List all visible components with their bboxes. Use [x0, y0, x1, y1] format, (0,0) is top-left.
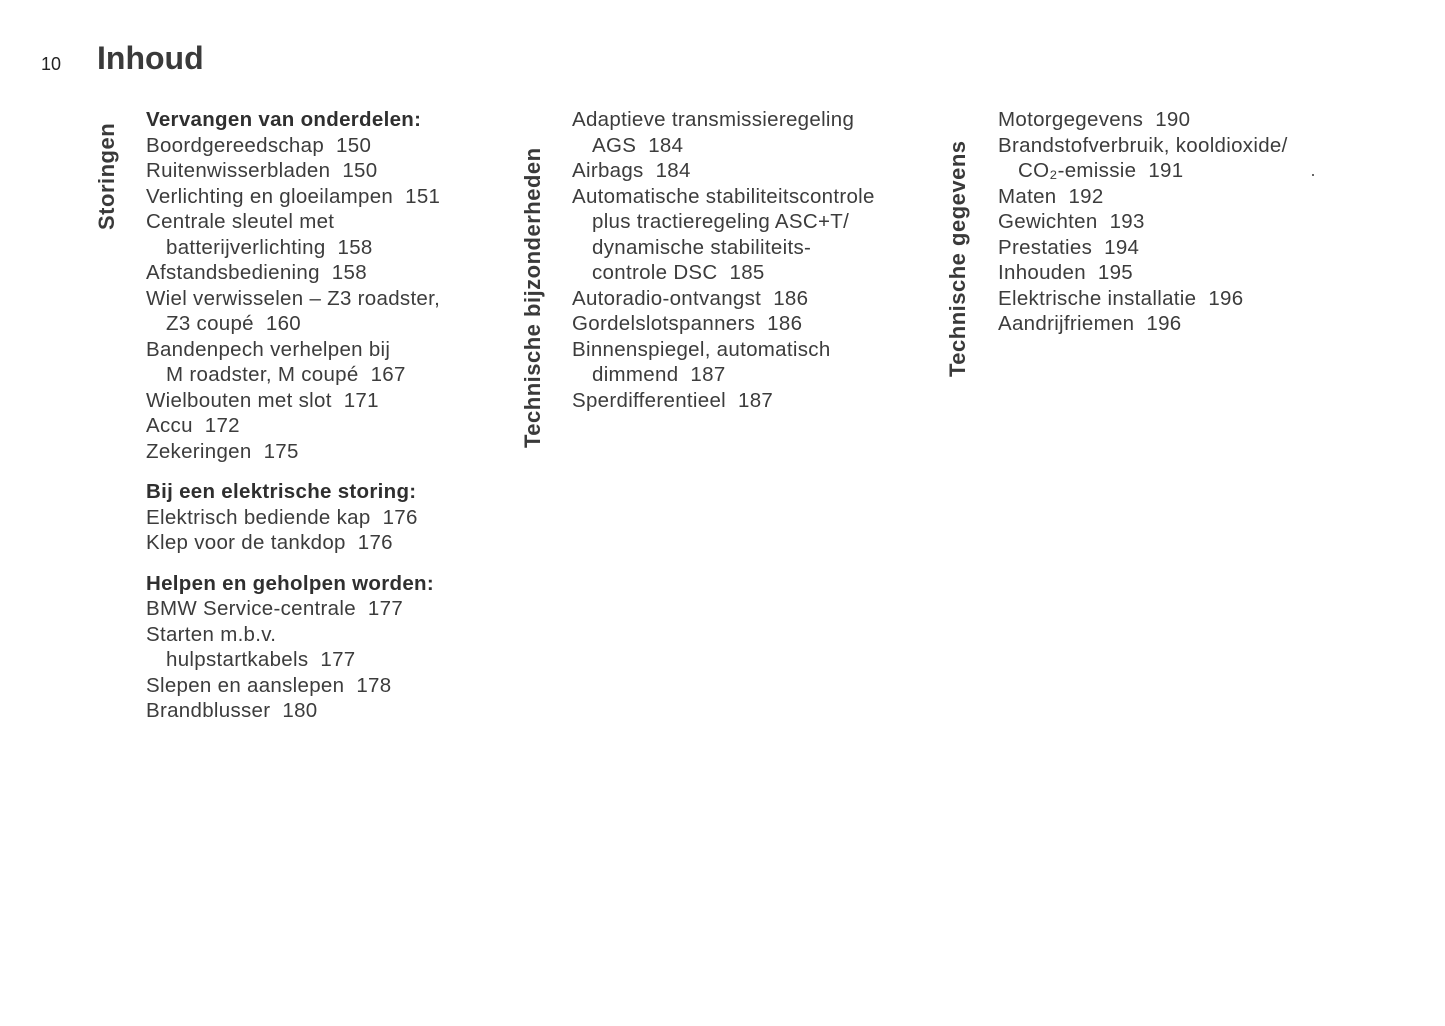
toc-entry[interactable]	[146, 133, 506, 159]
toc-entry-text: hulpstartkabels	[166, 648, 309, 671]
toc-entry-text: BMW Service-centrale	[146, 597, 356, 620]
toc-entry[interactable]	[146, 698, 506, 724]
toc-entry-text: Maten	[998, 184, 1057, 208]
toc-entry-page: 195	[1097, 261, 1134, 284]
toc-section	[146, 479, 506, 556]
toc-entry-text: AGS	[592, 133, 637, 157]
toc-section	[146, 571, 506, 724]
toc-entry-text: Accu	[146, 414, 193, 437]
toc-column-storingen	[146, 107, 506, 739]
toc-entry-page: 150	[336, 133, 372, 157]
toc-entry-text: Gordelslotspanners	[572, 312, 756, 335]
toc-entry-text: Wiel verwisselen – Z3 roadster,	[146, 286, 441, 310]
page-number: 10	[41, 54, 62, 74]
toc-entry-text: Brandblusser	[146, 699, 271, 722]
toc-entry[interactable]	[572, 235, 932, 261]
toc-section-heading: Helpen en geholpen worden:	[146, 571, 434, 595]
toc-entry[interactable]	[146, 235, 506, 261]
toc-entry-page: 176	[357, 531, 393, 554]
toc-entry[interactable]	[572, 362, 932, 388]
toc-entry-page: 150	[342, 159, 378, 182]
toc-entry[interactable]	[998, 260, 1398, 286]
toc-entry-page: 160	[265, 312, 301, 335]
toc-entry[interactable]	[146, 647, 506, 673]
toc-entry-text: Z3 coupé	[166, 312, 254, 335]
toc-entry-text: Afstandsbediening	[146, 261, 320, 284]
toc-entry-page: 187	[690, 363, 726, 386]
toc-entry-text: Slepen en aanslepen	[146, 673, 345, 697]
toc-entry[interactable]	[572, 337, 932, 363]
toc-entry-text: Centrale sleutel met	[146, 210, 335, 233]
toc-entry[interactable]	[998, 184, 1398, 210]
toc-entry[interactable]	[998, 311, 1398, 337]
toc-entry-text: controle DSC	[592, 261, 718, 284]
toc-entry[interactable]	[146, 505, 506, 531]
toc-entry-page: 158	[337, 235, 373, 259]
toc-entry-page: 151	[405, 184, 441, 208]
page-title: Inhoud	[97, 40, 204, 76]
toc-entry-text: dynamische stabiliteits-	[592, 235, 812, 259]
toc-entry-page: 176	[382, 505, 418, 529]
toc-entry-page: 196	[1146, 312, 1182, 335]
toc-entry[interactable]	[572, 286, 932, 312]
toc-entry-text: Ruitenwisserbladen	[146, 159, 331, 182]
toc-entry-page: 172	[204, 414, 240, 437]
toc-entry[interactable]	[572, 311, 932, 337]
toc-entry-page: 167	[370, 363, 406, 386]
toc-entry-page: 158	[331, 261, 367, 284]
toc-entry-text: Klep voor de tankdop	[146, 531, 346, 554]
toc-entry[interactable]	[572, 184, 932, 210]
toc-entry[interactable]	[146, 596, 506, 622]
toc-entry-page: 180	[282, 699, 318, 722]
toc-entry-text: Airbags	[572, 159, 644, 182]
toc-column-technische-bijzonderheden	[572, 107, 932, 428]
toc-entry[interactable]	[146, 209, 506, 235]
toc-entry-page: 175	[263, 439, 299, 463]
toc-entry-page: 171	[343, 388, 379, 412]
toc-entry-page: 184	[648, 133, 684, 157]
toc-entry-text: Aandrijfriemen	[998, 312, 1135, 335]
toc-entry[interactable]	[146, 530, 506, 556]
toc-entry-text: Motorgegevens	[998, 108, 1144, 131]
toc-entry-page: 185	[729, 261, 765, 284]
toc-entry-page: 187	[738, 388, 774, 412]
section-label-technische-bijzonderheden: Technische bijzonderheden	[520, 147, 545, 448]
toc-entry[interactable]	[146, 286, 506, 312]
toc-entry-text: CO₂-emissie	[1018, 159, 1137, 182]
toc-entry-text: Wielbouten met slot	[146, 388, 332, 412]
toc-entry[interactable]	[998, 107, 1398, 133]
toc-entry-page: 196	[1208, 286, 1244, 310]
toc-entry[interactable]	[572, 158, 932, 184]
toc-entry-page: 192	[1068, 184, 1104, 208]
toc-entry[interactable]	[146, 337, 506, 363]
toc-entry-text: Brandstofverbruik, kooldioxide/	[998, 133, 1288, 157]
toc-entry-page: 190	[1155, 108, 1191, 131]
toc-entry-text: Prestaties	[998, 235, 1093, 259]
toc-entry-text: Automatische stabiliteitscontrole	[572, 184, 875, 208]
toc-entry-text: Starten m.b.v.	[146, 622, 277, 646]
toc-entry-text: Adaptieve transmissieregeling	[572, 108, 855, 131]
toc-entry[interactable]	[146, 673, 506, 699]
toc-entry-page: 178	[356, 673, 392, 697]
toc-entry[interactable]	[146, 158, 506, 184]
toc-entry-page: 186	[773, 286, 809, 310]
toc-entry[interactable]	[998, 286, 1398, 312]
toc-entry-text: Bandenpech verhelpen bij	[146, 337, 391, 361]
toc-entry[interactable]	[146, 622, 506, 648]
toc-entry[interactable]	[998, 158, 1398, 184]
toc-entry[interactable]	[572, 260, 932, 286]
toc-entry[interactable]	[146, 260, 506, 286]
toc-entry-text: Zekeringen	[146, 439, 252, 463]
toc-entry-text: batterijverlichting	[166, 235, 326, 259]
toc-entry[interactable]	[572, 209, 932, 235]
toc-entry[interactable]	[572, 107, 932, 133]
toc-entry-page: 191	[1148, 159, 1184, 182]
toc-entry-text: Boordgereedschap	[146, 133, 325, 157]
speck-mark	[1312, 174, 1314, 176]
toc-entry-text: Elektrische installatie	[998, 286, 1197, 310]
toc-entry-page: 194	[1104, 235, 1140, 259]
toc-entry-text: Binnenspiegel, automatisch	[572, 337, 831, 361]
toc-entry-text: Verlichting en gloeilampen	[146, 184, 394, 208]
toc-entry[interactable]	[998, 133, 1398, 159]
toc-entry[interactable]	[146, 362, 506, 388]
toc-section	[572, 107, 932, 413]
toc-column-technische-gegevens	[998, 107, 1398, 352]
toc-entry[interactable]	[998, 209, 1398, 235]
toc-entry-page: 186	[767, 312, 803, 335]
toc-entry-text: Elektrisch bediende kap	[146, 505, 371, 529]
toc-section-heading: Vervangen van onderdelen:	[146, 108, 422, 131]
toc-entry[interactable]	[572, 388, 932, 414]
toc-entry[interactable]	[572, 133, 932, 159]
toc-section	[998, 107, 1398, 337]
toc-entry-page: 177	[367, 597, 404, 620]
toc-entry-text: Gewichten	[998, 210, 1098, 233]
toc-entry-text: plus tractieregeling ASC+T/	[592, 210, 850, 233]
toc-entry-page: 184	[655, 159, 691, 182]
section-label-technische-gegevens: Technische gegevens	[945, 140, 970, 377]
toc-entry[interactable]	[146, 413, 506, 439]
toc-entry[interactable]	[146, 439, 506, 465]
toc-entry-text: M roadster, M coupé	[166, 363, 359, 386]
toc-entry-text: Autoradio-ontvangst	[572, 286, 762, 310]
toc-section-heading: Bij een elektrische storing:	[146, 480, 417, 503]
toc-entry[interactable]	[146, 184, 506, 210]
section-label-storingen: Storingen	[94, 122, 119, 230]
toc-entry-text: Sperdifferentieel	[572, 388, 727, 412]
toc-entry[interactable]	[146, 388, 506, 414]
toc-entry-page: 193	[1109, 210, 1145, 233]
toc-entry[interactable]	[998, 235, 1398, 261]
toc-entry-page: 177	[320, 648, 356, 671]
toc-entry[interactable]	[146, 311, 506, 337]
toc-section	[146, 107, 506, 464]
toc-entry-text: dimmend	[592, 363, 679, 386]
toc-entry-text: Inhouden	[998, 261, 1086, 284]
